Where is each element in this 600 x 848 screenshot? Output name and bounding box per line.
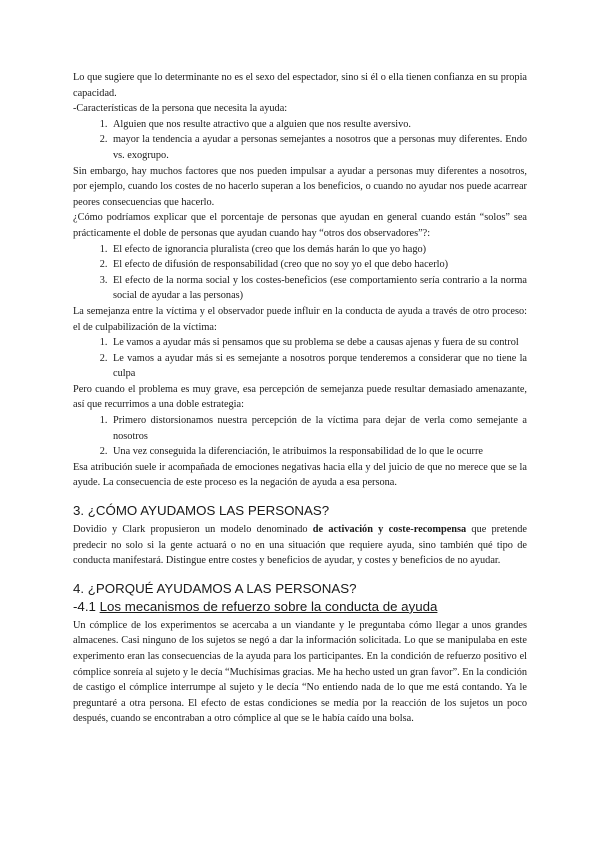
list-item: 2. El efecto de difusión de responsabilidad (creo que no soy yo el que debo hacerlo) (110, 257, 527, 273)
paragraph-confidence: Lo que sugiere que lo determinante no es el sexo del espectador, sino si él o ella tienen confianza en su propia capacidad. (73, 72, 527, 99)
list-double-strategy (73, 413, 527, 460)
paragraph-dovidio-clark (73, 522, 527, 569)
subsection-title: Los mecanismos de refuerzo sobre la conducta de ayuda (99, 598, 438, 614)
paragraph-experiment: Un cómplice de los experimentos se acercaba a un viandante y le preguntaba cómo llegar a unos grandes almacenes. Casi ninguno de los sujetos se negó a dar la información solicitada. Lo que se manipulaba en este experimento eran las consecuencias de la ayuda para los participantes. En la condición de refuerzo positivo el cómplice sonreía al sujeto y le decía “Muchísimas gracias. Me ha hecho usted un gran favor”. En la condición de castigo el cómplice interrumpe al sujeto y le decía “No entiendo nada de lo que me está contando. Ya le preguntaré a otra persona. El efecto de estas condiciones se medía por la reacción de los sujetos un poco después, cuando se encontraban a otro cómplice al que se le había caído una bolsa. (73, 619, 527, 725)
list-item: 1. Primero distorsionamos nuestra percepción de la víctima para dejar de verla como semejante a nosotros (110, 413, 527, 444)
list-item: 2. mayor la tendencia a ayudar a personas semejantes a nosotros que a personas muy diferentes. Endo vs. exogrupo. (110, 132, 527, 163)
paragraph-attribution: Esa atribución suele ir acompañada de emociones negativas hacia ella y del juicio de que no merece que se la ayude. La consecuencia de este proceso es la negación de ayuda a esa persona. (73, 461, 527, 489)
list-item: 2. Le vamos a ayudar más si es semejante a nosotros porque tenderemos a considerar que no tiene la culpa (110, 351, 527, 382)
text-span: que pretende predecir no solo si la gente actuará o no en una situación que requiere ayuda, sino también qué tipo de conducta manifestará. Distingue entre costes y beneficios de ayudar, y costes y beneficios de no ayudar. (73, 524, 527, 567)
paragraph-however: Sin embargo, hay muchos factores que nos pueden impulsar a ayudar a personas muy diferentes a nosotros, por ejemplo, cuando los costes de no hacerlo superan a los beneficios, o cuando no ayudar nos puede acarrear peores consecuencias que hacerlo. (73, 165, 527, 208)
paragraph-similarity: La semejanza entre la víctima y el observador puede influir en la conducta de ayuda a través de otro proceso: el de culpabilización de la víctima: (73, 305, 527, 333)
paragraph-severe-problem: Pero cuando el problema es muy grave, esa percepción de semejanza puede resultar demasiado amenazante, así que recurrimos a una doble estrategia: (73, 383, 527, 411)
list-victim-blame (73, 335, 527, 382)
list-item: 1. Le vamos a ayudar más si pensamos que su problema se debe a causas ajenas y fuera de su control (110, 335, 527, 351)
text-span: Dovidio y Clark propusieron un modelo denominado (73, 524, 313, 536)
subsection-4-1-heading (73, 598, 527, 616)
list-item: 2. Una vez conseguida la diferenciación, le atribuimos la responsabilidad de lo que le ocurre (110, 444, 527, 460)
paragraph-question: ¿Cómo podríamos explicar que el porcentaje de personas que ayudan en general cuando están “solos” sea prácticamente el doble de personas que ayudan cuando hay “otros dos observadores”?: (73, 212, 527, 239)
list-item: 1. Alguien que nos resulte atractivo que a alguien que nos resulte aversivo. (110, 117, 527, 133)
list-victim-characteristics (73, 117, 527, 164)
section-3-heading: 3. ¿CÓMO AYUDAMOS LAS PERSONAS? (73, 503, 330, 519)
subsection-prefix: -4.1 (73, 598, 100, 614)
paragraph-victim-characteristics: -Características de la persona que necesita la ayuda: (73, 103, 288, 115)
list-item: 1. El efecto de ignorancia pluralista (creo que los demás harán lo que yo hago) (110, 242, 527, 258)
list-item: 3. El efecto de la norma social y los costes-beneficios (ese comportamiento sería contrario a la norma social de ayudar a las personas) (110, 273, 527, 304)
section-4-heading: 4. ¿PORQUÉ AYUDAMOS A LAS PERSONAS? (73, 580, 357, 596)
bold-term: de activación y coste-recompensa (312, 524, 467, 536)
list-bystander-effects (73, 242, 527, 304)
